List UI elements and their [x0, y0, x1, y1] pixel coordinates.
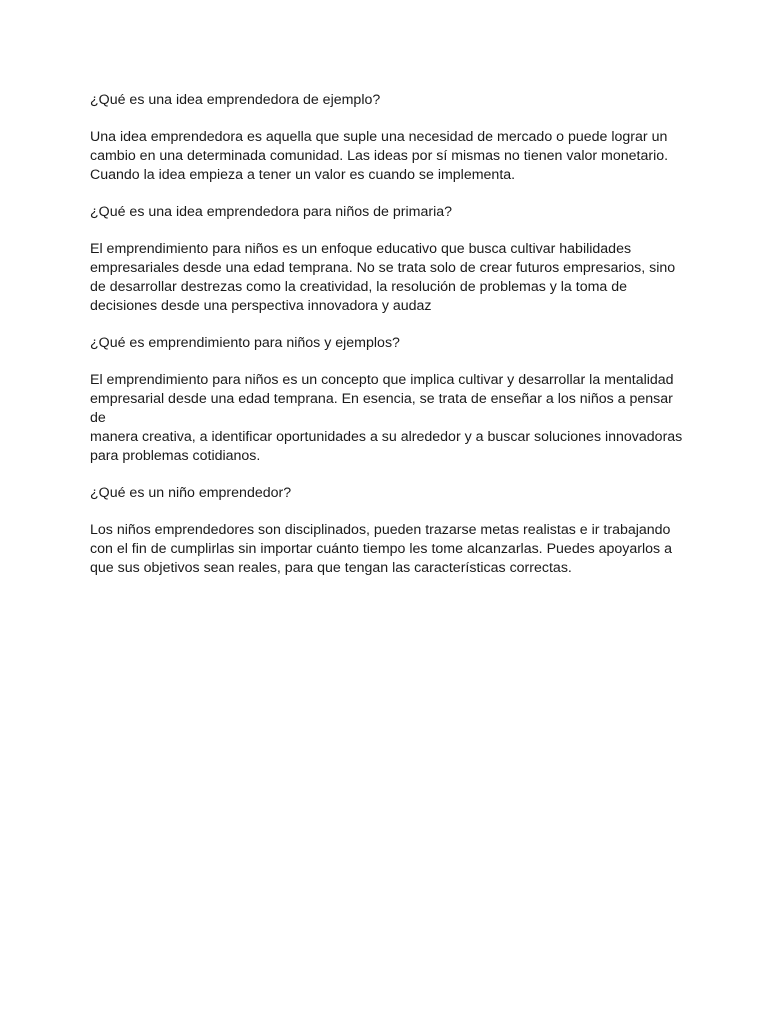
answer-4: [90, 521, 690, 578]
document-page: [90, 91, 690, 596]
question-1: ¿Qué es una idea emprendedora de ejemplo?: [90, 92, 381, 108]
answer-3-line-2: empresarial desde una edad temprana. En esencia, se trata de enseñar a los niños a pensar de: [90, 391, 673, 426]
answer-1-line-3: Cuando la idea empieza a tener un valor es cuando se implementa.: [90, 167, 516, 183]
answer-1: [90, 128, 690, 185]
answer-4-line-1: Los niños emprendedores son disciplinados, pueden trazarse metas realistas e ir trabajando: [90, 522, 671, 538]
answer-2-line-1: El emprendimiento para niños es un enfoque educativo que busca cultivar habilidades: [90, 241, 632, 257]
answer-4-line-2: con el fin de cumplirlas sin importar cuánto tiempo les tome alcanzarlas. Puedes apoyarlos a: [90, 541, 672, 557]
question-4: ¿Qué es un niño emprendedor?: [90, 485, 292, 501]
answer-1-line-2: cambio en una determinada comunidad. Las ideas por sí mismas no tienen valor monetario.: [90, 148, 669, 164]
question-3: ¿Qué es emprendimiento para niños y ejemplos?: [90, 335, 400, 351]
answer-2-line-3: de desarrollar destrezas como la creatividad, la resolución de problemas y la toma de: [90, 279, 628, 295]
answer-2-line-4: decisiones desde una perspectiva innovadora y audaz: [90, 298, 432, 314]
answer-1-line-1: Una idea emprendedora es aquella que suple una necesidad de mercado o puede lograr un: [90, 129, 668, 145]
answer-2-line-2: empresariales desde una edad temprana. No se trata solo de crear futuros empresarios, sino: [90, 260, 676, 276]
answer-3-line-1: El emprendimiento para niños es un concepto que implica cultivar y desarrollar la mentalidad: [90, 372, 674, 388]
answer-2: [90, 240, 690, 316]
answer-4-line-3: que sus objetivos sean reales, para que tengan las características correctas.: [90, 560, 572, 576]
answer-3: [90, 371, 690, 466]
answer-3-line-4: para problemas cotidianos.: [90, 448, 261, 464]
answer-3-line-3: manera creativa, a identificar oportunidades a su alrededor y a buscar soluciones innovadoras: [90, 429, 683, 445]
question-2: ¿Qué es una idea emprendedora para niños de primaria?: [90, 204, 453, 220]
